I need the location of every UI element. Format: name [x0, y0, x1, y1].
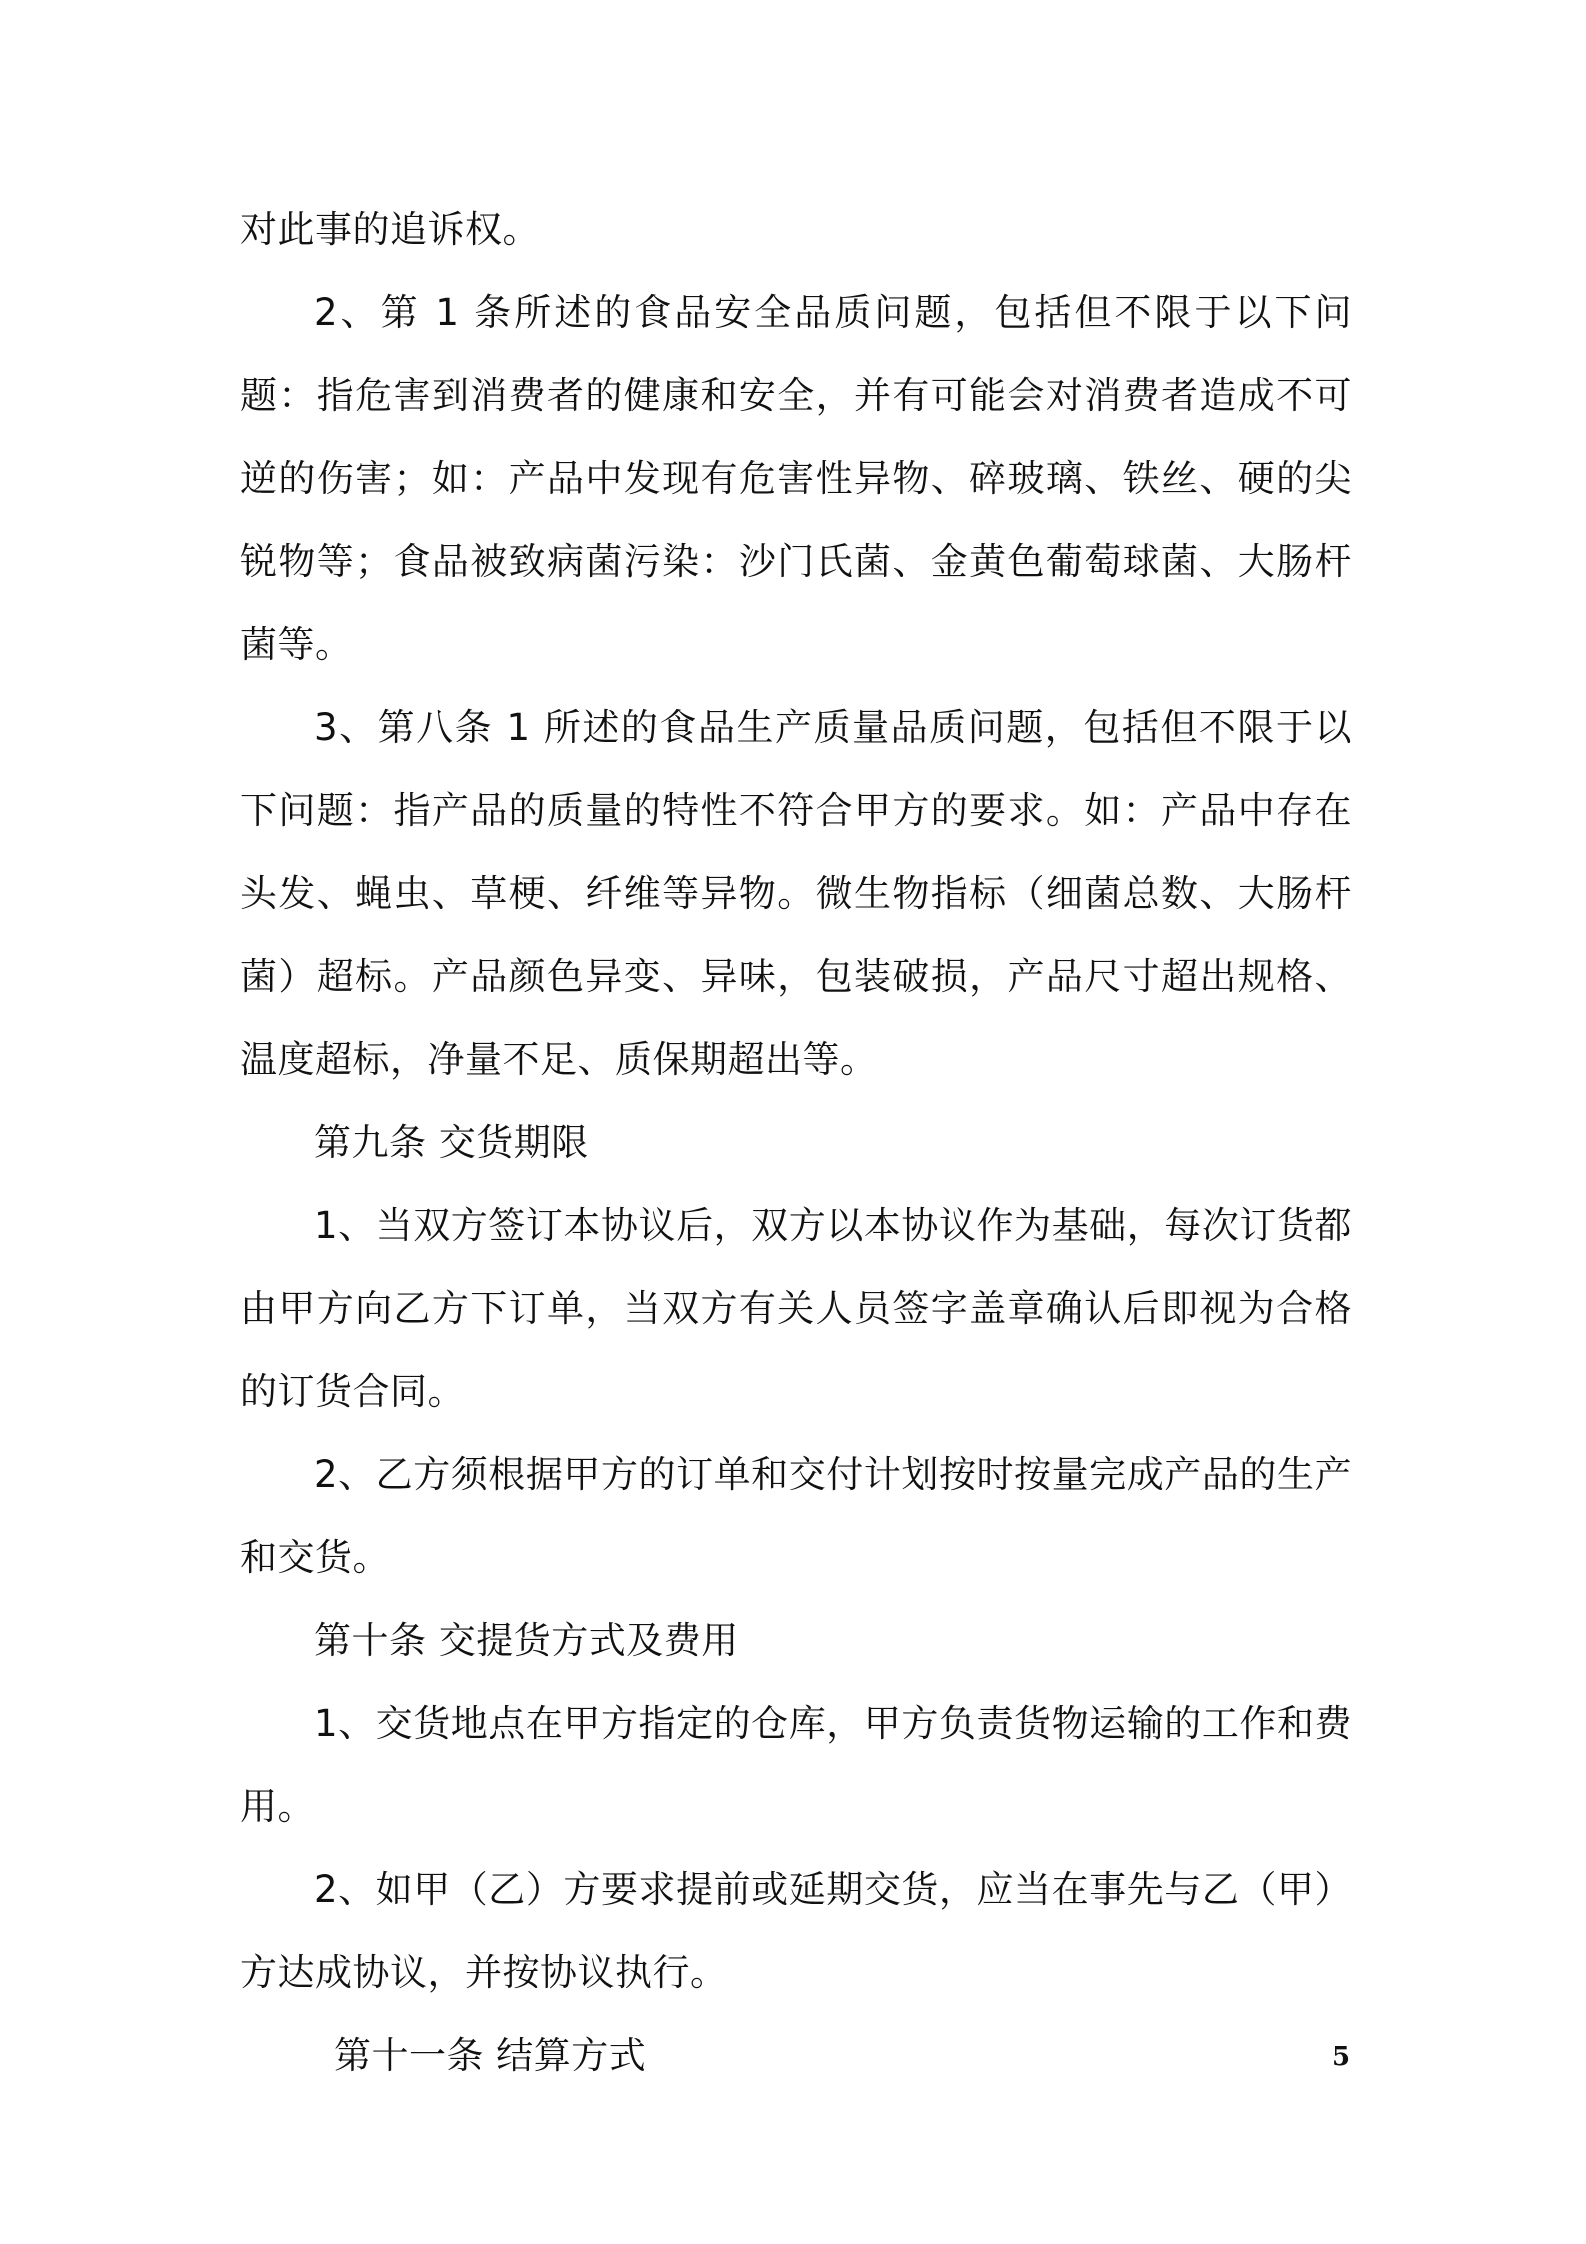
- paragraph-clause-3: 3、第八条 1 所述的食品生产质量品质问题，包括但不限于以下问题：指产品的质量的特性不符合甲方的要求。如：产品中存在头发、蝇虫、草梗、纤维等异物。微生物指标（细菌总数、大肠杆菌）超标。产品颜色异变、异味，包装破损，产品尺寸超出规格、温度超标，净量不足、质保期超出等。: [240, 706, 1352, 1081]
- paragraph-article-10-clause-2: 2、如甲（乙）方要求提前或延期交货，应当在事先与乙（甲）方达成协议，并按协议执行。: [240, 1868, 1352, 1994]
- article-10-heading: 第十条 交提货方式及费用: [314, 1619, 739, 1662]
- paragraph-article-9-clause-2: 2、乙方须根据甲方的订单和交付计划按时按量完成产品的生产和交货。: [240, 1453, 1352, 1579]
- document-body: [240, 188, 1352, 2097]
- article-9-heading: 第九条 交货期限: [314, 1121, 589, 1164]
- paragraph-article-10-clause-1: 1、交货地点在甲方指定的仓库，甲方负责货物运输的工作和费用。: [240, 1702, 1352, 1828]
- paragraph-article-9-clause-1: 1、当双方签订本协议后，双方以本协议作为基础，每次订货都由甲方向乙方下订单，当双方有关人员签字盖章确认后即视为合格的订货合同。: [240, 1204, 1352, 1413]
- paragraph-continuation: 对此事的追诉权。: [240, 208, 540, 251]
- article-11-heading: 第十一条 结算方式: [334, 2034, 647, 2077]
- page-number: 5: [1332, 2042, 1351, 2072]
- paragraph-clause-2: 2、第 1 条所述的食品安全品质问题，包括但不限于以下问题：指危害到消费者的健康和安全，并有可能会对消费者造成不可逆的伤害；如：产品中发现有危害性异物、碎玻璃、铁丝、硬的尖锐物等；食品被致病菌污染：沙门氏菌、金黄色葡萄球菌、大肠杆菌等。: [240, 291, 1352, 666]
